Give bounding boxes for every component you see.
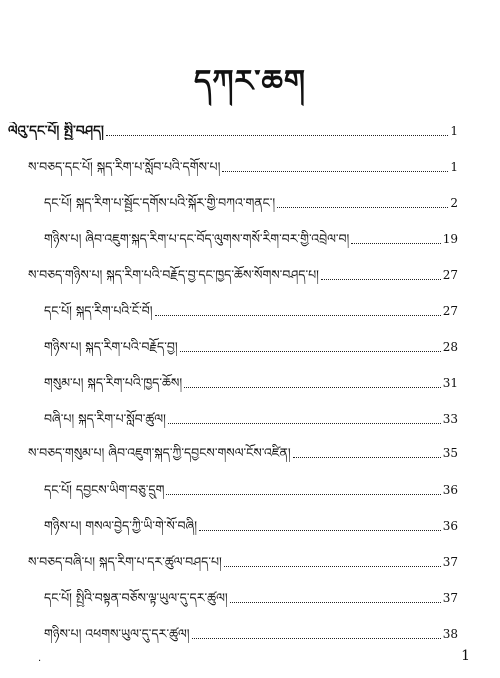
- toc-entry-page: 1: [450, 160, 458, 174]
- toc-entry-label: དང་པོ། སྐད་རིག་པ་སྦྱོང་དགོས་པའི་སྐོར་གྱི་བཀའ་གནང་།: [44, 195, 276, 210]
- toc-entry: [28, 553, 458, 571]
- toc-entry-page: 33: [442, 412, 458, 426]
- toc-entry-page: 1: [450, 124, 458, 138]
- toc-entry-page: 37: [442, 591, 458, 605]
- toc-entry-page: 28: [442, 340, 458, 354]
- toc-entry: [44, 230, 458, 248]
- dot-leader: [321, 278, 441, 280]
- toc-entry: [44, 194, 458, 212]
- toc-entry-page: 38: [442, 627, 458, 641]
- toc-entry-label: དང་པོ། དབྱངས་ཡིག་བཅུ་དྲུག: [44, 482, 165, 497]
- toc-entry: [44, 625, 458, 643]
- toc-entry-label: ས་བཅད་གསུམ་པ། ཞིབ་འཇུག་སྐད་ཀྱི་དབྱངས་གསལ་ངོས་འཛིན།: [28, 445, 291, 460]
- footer-mark: ·: [38, 656, 42, 667]
- toc-entry-page: 2: [450, 196, 458, 210]
- toc-entry: [28, 158, 458, 176]
- dot-leader: [106, 134, 448, 136]
- toc-entry-label: གཉིས་པ། འཕགས་ཡུལ་དུ་དར་ཚུལ།: [44, 626, 190, 641]
- toc-entry-page: 37: [442, 555, 458, 569]
- toc-entry-page: 36: [442, 483, 458, 497]
- toc-entry: [44, 338, 458, 356]
- toc-entry-label: གཉིས་པ། གསལ་བྱེད་ཀྱི་ཡི་གེ་སོ་བཞི།: [44, 518, 198, 533]
- toc-entry-page: 36: [442, 519, 458, 533]
- toc-entry-label: ས་བཅད་བཞི་པ། སྐད་རིག་པ་དར་ཚུལ་བཤད་པ།: [28, 554, 222, 569]
- toc-entry: [44, 481, 458, 499]
- toc-entry: [28, 444, 458, 462]
- dot-leader: [192, 637, 441, 639]
- toc-entry: [44, 302, 458, 320]
- toc-entry: [44, 589, 458, 607]
- toc-entry-page: 27: [442, 268, 458, 282]
- toc-entry: [8, 122, 458, 140]
- page-title: དཀར་ཆག: [194, 64, 306, 99]
- dot-leader: [184, 386, 441, 388]
- toc-entry: [44, 517, 458, 535]
- toc-entry-label: བཞི་པ། སྐད་རིག་པ་སློབ་ཚུལ།: [44, 411, 166, 426]
- dot-leader: [293, 456, 441, 458]
- toc-entry: [44, 374, 458, 392]
- dot-leader: [180, 350, 441, 352]
- toc-entry-label: དང་པོ། སྤྱིའི་བསྟན་བཅོས་ལྟ་ཡུལ་དུ་དར་ཚུལ།: [44, 590, 228, 605]
- toc-entry-label: གཉིས་པ། ཞིབ་འཇུག་སྐད་རིག་པ་དང་བོད་ལུགས་གསོ་རིག་བར་གྱི་འབྲེལ་བ།: [44, 231, 350, 246]
- dot-leader: [351, 242, 440, 244]
- dot-leader: [222, 170, 448, 172]
- toc-entry-label: གསུམ་པ། སྐད་རིག་པའི་ཁྱད་ཆོས།: [44, 375, 183, 390]
- toc-entry-page: 19: [442, 232, 458, 246]
- toc-entry-label: དང་པོ། སྐད་རིག་པའི་ངོ་བོ།: [44, 303, 153, 318]
- dot-leader: [199, 529, 441, 531]
- toc-entry: [44, 410, 458, 428]
- toc-entry-page: 27: [442, 304, 458, 318]
- toc-entry-label: གཉིས་པ། སྐད་རིག་པའི་བརྗོད་བྱ།: [44, 339, 178, 354]
- dot-leader: [166, 493, 440, 495]
- dot-leader: [168, 422, 441, 424]
- toc-entry-label: ས་བཅད་གཉིས་པ། སྐད་རིག་པའི་བརྗོད་བྱ་དང་ཁྱད་ཆོས་སོགས་བཤད་པ།: [28, 267, 319, 282]
- dot-leader: [155, 314, 441, 316]
- toc-entry-page: 35: [442, 446, 458, 460]
- dot-leader: [277, 206, 448, 208]
- toc-entry-label: ལེའུ་དང་པོ། སྤྱི་བཤད།: [8, 123, 104, 139]
- dot-leader: [224, 565, 441, 567]
- toc-entry: [28, 266, 458, 284]
- dot-leader: [230, 601, 441, 603]
- page-number: 1: [461, 648, 470, 664]
- toc-entry-page: 31: [442, 376, 458, 390]
- toc-entry-label: ས་བཅད་དང་པོ། སྐད་རིག་པ་སློབ་པའི་དགོས་པ།: [28, 159, 221, 174]
